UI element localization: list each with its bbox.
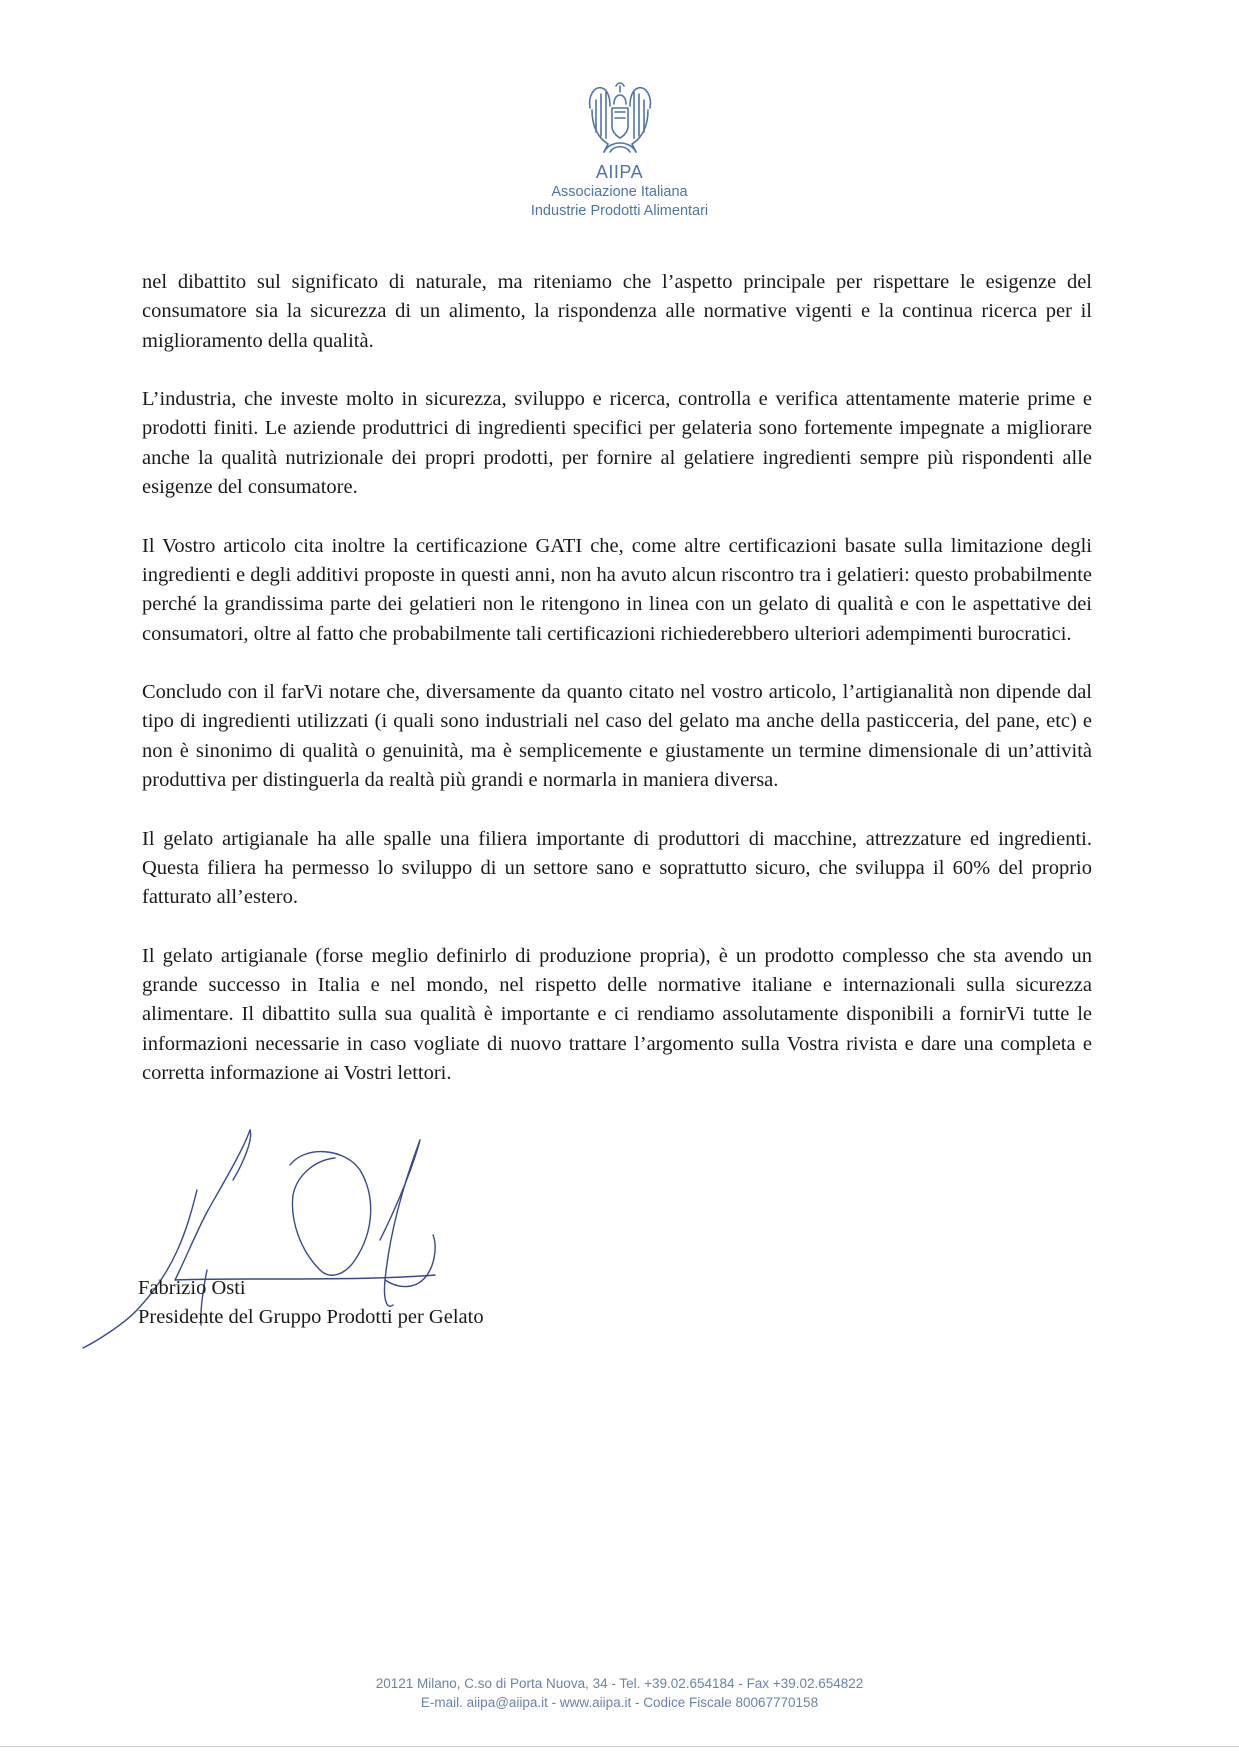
org-name-line1: Associazione Italiana — [551, 184, 688, 200]
paragraph: Il gelato artigianale (forse meglio definirlo di produzione propria), è un prodotto complesso che sta avendo un grande successo in Italia e nel mondo, nel rispetto delle normative italiane e internazionali sulla sicurezza alimentare. Il dibattito sulla sua qualità è importante e ci rendiamo assolutamente disponibili a fornirVi tutte le informazioni necessarie in caso vogliate di nuovo trattare l’argomento sulla Vostra rivista e dare una completa e corretta informazione ai Vostri lettori. — [142, 944, 1092, 1085]
signer-block — [138, 1274, 484, 1333]
letter-body — [142, 268, 1092, 1088]
letterhead — [0, 78, 1239, 221]
paragraph: nel dibattito sul significato di naturale, ma riteniamo che l’aspetto principale per rispettare le esigenze del consumatore sia la sicurezza di un alimento, la rispondenza alle normative vigenti e la continua ricerca per il miglioramento della qualità. — [142, 271, 1092, 352]
paragraph: Il gelato artigianale ha alle spalle una filiera importante di produttori di macchine, attrezzature ed ingredienti. Questa filiera ha permesso lo sviluppo di un settore sano e soprattutto sicuro, che sviluppa il 60% del proprio fatturato all’estero. — [142, 827, 1092, 909]
signer-title: Presidente del Gruppo Prodotti per Gelato — [138, 1306, 484, 1329]
org-name-line2: Industrie Prodotti Alimentari — [530, 203, 709, 219]
footer-contacts: E-mail. aiipa@aiipa.it - www.aiipa.it - Codice Fiscale 80067770158 — [420, 1695, 819, 1710]
eagle-emblem-icon — [580, 78, 660, 160]
paragraph: Concludo con il farVi notare che, diversamente da quanto citato nel vostro articolo, l’artigianalità non dipende dal tipo di ingredienti utilizzati (i quali sono industriali nel caso del gelato ma anche della pasticceria, del pane, etc) e non è sinonimo di qualità o genuinità, ma è semplicemente e giustamente un termine dimensionale di un’attività produttiva per distinguerla da realtà più grandi e normarla in maniera diversa. — [142, 681, 1092, 792]
footer-address: 20121 Milano, C.so di Porta Nuova, 34 - Tel. +39.02.654184 - Fax +39.02.654822 — [375, 1676, 864, 1691]
paragraph: Il Vostro articolo cita inoltre la certificazione GATI che, come altre certificazioni basate sulla limitazione degli ingredienti e degli additivi proposte in questi anni, non ha avuto alcun riscontro tra i gelatieri: questo probabilmente perché la grandissima parte dei gelatieri non le ritengono in linea con un gelato di qualità e con le aspettative dei consumatori, oltre al fatto che probabilmente tali certificazioni richiederebbero ulteriori adempimenti burocratici. — [142, 534, 1092, 645]
signer-name: Fabrizio Osti — [138, 1277, 246, 1299]
letterhead-footer — [0, 1674, 1239, 1712]
paragraph: L’industria, che investe molto in sicurezza, sviluppo e ricerca, controlla e verifica attentamente materie prime e prodotti finiti. Le aziende produttrici di ingredienti specifici per gelateria sono fortemente impegnate a migliorare anche la qualità nutrizionale dei propri prodotti, per fornire al gelatiere ingredienti sempre più rispondenti alle esigenze del consumatore. — [142, 388, 1092, 499]
org-acronym: AIIPA — [595, 162, 644, 182]
page-bottom-edge — [0, 1746, 1239, 1747]
